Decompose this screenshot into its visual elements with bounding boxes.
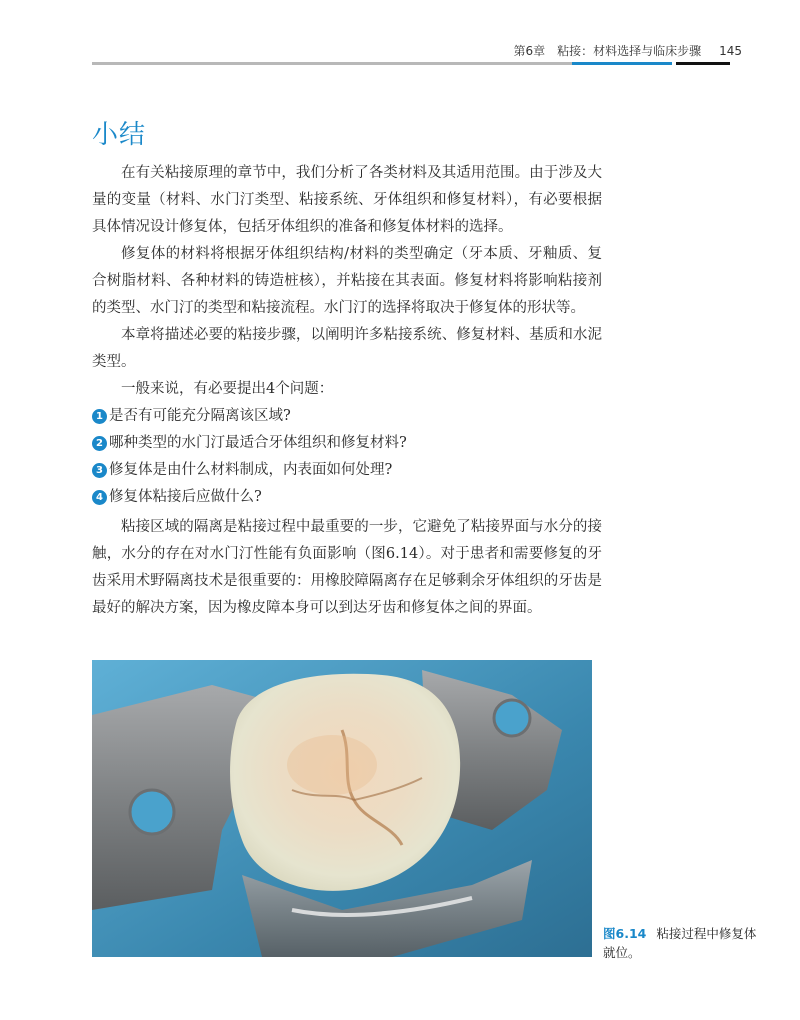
figure-caption-text: 粘接过程中修复体就位。 bbox=[603, 926, 757, 960]
number-badge: 1 bbox=[92, 409, 107, 424]
question-item bbox=[92, 430, 602, 457]
figure-label: 图6.14 bbox=[603, 926, 647, 941]
question-text: 是否有可能充分隔离该区域? bbox=[109, 408, 291, 424]
page-number: 145 bbox=[719, 44, 742, 58]
paragraph: 本章将描述必要的粘接步骤，以阐明许多粘接系统、修复材料、基质和水泥类型。 bbox=[92, 327, 602, 370]
header-rule-dark bbox=[676, 62, 730, 65]
tooth-rubber-dam-illustration bbox=[92, 660, 592, 957]
chapter-title: 第6章 粘接：材料选择与临床步骤 bbox=[513, 44, 702, 58]
figure-photo bbox=[92, 660, 592, 957]
figure-caption bbox=[603, 924, 763, 962]
number-badge: 4 bbox=[92, 490, 107, 505]
summary-text bbox=[92, 160, 602, 511]
paragraph: 一般来说，有必要提出4个问题： bbox=[121, 381, 334, 397]
question-item bbox=[92, 484, 602, 511]
section-title: 小结 bbox=[92, 120, 147, 150]
running-header bbox=[513, 42, 742, 59]
isolation-text bbox=[92, 514, 602, 622]
paragraph: 在有关粘接原理的章节中，我们分析了各类材料及其适用范围。由于涉及大量的变量（材料、水门汀类型、粘接系统、牙体组织和修复材料），有必要根据具体情况设计修复体，包括牙体组织的准备和修复体材料的选择。 bbox=[92, 165, 602, 235]
paragraph: 修复体的材料将根据牙体组织结构/材料的类型确定（牙本质、牙釉质、复合树脂材料、各种材料的铸造桩核），并粘接在其表面。修复材料将影响粘接剂的类型、水门汀的类型和粘接流程。水门汀的选择将取决于修复体的形状等。 bbox=[92, 246, 602, 316]
question-text: 修复体是由什么材料制成，内表面如何处理? bbox=[109, 462, 393, 478]
header-rule bbox=[92, 62, 572, 65]
header-rule-accent bbox=[572, 62, 672, 65]
number-badge: 3 bbox=[92, 463, 107, 478]
question-text: 哪种类型的水门汀最适合牙体组织和修复材料? bbox=[109, 435, 407, 451]
question-item bbox=[92, 457, 602, 484]
number-badge: 2 bbox=[92, 436, 107, 451]
paragraph: 粘接区域的隔离是粘接过程中最重要的一步，它避免了粘接界面与水分的接触，水分的存在对水门汀性能有负面影响（图6.14）。对于患者和需要修复的牙齿采用术野隔离技术是很重要的：用橡胶障隔离存在足够剩余牙体组织的牙齿是最好的解决方案，因为橡皮障本身可以到达牙齿和修复体之间的界面。 bbox=[92, 519, 602, 616]
question-text: 修复体粘接后应做什么? bbox=[109, 489, 262, 505]
question-item bbox=[92, 403, 602, 430]
